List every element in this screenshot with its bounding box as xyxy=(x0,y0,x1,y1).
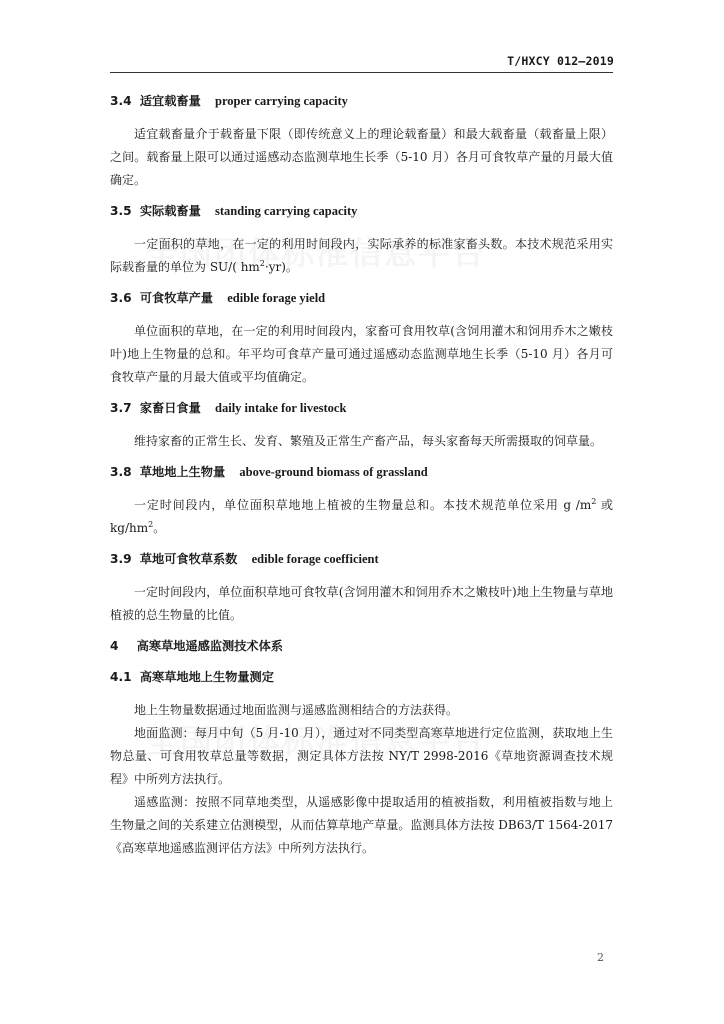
section-title: 草地地上生物量 xyxy=(139,465,226,479)
section-3-6-heading xyxy=(110,289,613,306)
text-part: 一定时间段内，单位面积草地地上植被的生物量总和。本技术规范单位采用 g /m xyxy=(134,498,592,512)
section-3-9-heading xyxy=(110,550,613,567)
section-number: 3.5 xyxy=(110,204,132,218)
section-3-5-heading xyxy=(110,202,613,219)
section-number: 3.9 xyxy=(110,552,132,566)
section-3-8-text xyxy=(110,494,613,540)
document-body xyxy=(110,82,613,860)
section-title: 可食牧草产量 xyxy=(139,291,213,305)
text-part: 或 kg/hm xyxy=(110,498,613,535)
section-title: 高寒草地遥感监测技术体系 xyxy=(136,639,283,653)
section-3-4-text: 适宜载畜量介于载畜量下限（即传统意义上的理论载畜量）和最大载畜量（载畜量上限）之间。载畜量上限可以通过遥感动态监测草地生长季（5-10 月）各月可食牧草产量的月最大值确定。 xyxy=(110,127,613,187)
section-3-6-text: 单位面积的草地，在一定的利用时间段内，家畜可食用牧草(含饲用灌木和饲用乔木之嫩枝叶)地上生物量的总和。年平均可食草产量可通过遥感动态监测草地生长季（5-10 月）各月可食牧草产量的月最大值或平均值确定。 xyxy=(110,324,613,384)
section-title: 家畜日食量 xyxy=(139,401,201,415)
section-4-heading xyxy=(110,637,613,654)
section-title-en: daily intake for livestock xyxy=(215,401,347,415)
section-title-en: edible forage yield xyxy=(227,291,326,305)
superscript: 2 xyxy=(591,497,597,506)
section-3-5-text xyxy=(110,233,613,279)
section-title-en: proper carrying capacity xyxy=(215,94,348,108)
text-part: ·yr)。 xyxy=(264,260,298,274)
text-part: 。 xyxy=(153,521,166,535)
section-title-en: above-ground biomass of grassland xyxy=(239,465,428,479)
section-title: 适宜载畜量 xyxy=(139,94,201,108)
section-title-en: edible forage coefficient xyxy=(251,552,379,566)
section-number: 3.7 xyxy=(110,401,132,415)
section-3-7-text: 维持家畜的正常生长、发育、繁殖及正常生产畜产品，每头家畜每天所需摄取的饲草量。 xyxy=(134,434,603,448)
text-part: 一定面积的草地，在一定的利用时间段内，实际承养的标准家畜头数。本技术规范采用实际载畜量的单位为 SU/( hm xyxy=(110,237,613,274)
standard-code: T/HXCY 012—2019 xyxy=(507,54,614,68)
section-number: 4 xyxy=(110,639,119,653)
section-number: 3.8 xyxy=(110,465,132,479)
header-rule xyxy=(110,72,613,73)
section-4-1-text-1: 地上生物量数据通过地面监测与遥感监测相结合的方法获得。 xyxy=(134,703,459,717)
section-title: 实际载畜量 xyxy=(139,204,201,218)
section-4-1-text-2: 地面监测：每月中旬（5 月-10 月），通过对不同类型高寒草地进行定位监测，获取地上生物总量、可食用牧草总量等数据，测定具体方法按 NY/T 2998-2016《草地资源调查技术规程》中所列方法执行。 xyxy=(110,726,613,786)
section-number: 4.1 xyxy=(110,670,132,684)
section-4-1-text-3: 遥感监测：按照不同草地类型，从遥感影像中提取适用的植被指数，利用植被指数与地上生物量之间的关系建立估测模型，从而估算草地产草量。监测具体方法按 DB63/T 1564-2017《高寒草地遥感监测评估方法》中所列方法执行。 xyxy=(110,795,613,855)
superscript: 2 xyxy=(259,259,265,268)
section-3-4-heading xyxy=(110,92,613,109)
section-title-en: standing carrying capacity xyxy=(215,204,358,218)
section-3-7-heading xyxy=(110,399,613,416)
section-4-1-heading xyxy=(110,668,613,685)
section-3-9-text: 一定时间段内，单位面积草地可食牧草(含饲用灌木和饲用乔木之嫩枝叶)地上生物量与草地植被的总生物量的比值。 xyxy=(110,585,613,622)
superscript: 2 xyxy=(148,520,154,529)
section-title: 草地可食牧草系数 xyxy=(139,552,238,566)
section-title: 高寒草地地上生物量测定 xyxy=(139,670,274,684)
section-number: 3.6 xyxy=(110,291,132,305)
section-3-8-heading xyxy=(110,463,613,480)
section-number: 3.4 xyxy=(110,94,132,108)
page-number: 2 xyxy=(597,951,604,964)
